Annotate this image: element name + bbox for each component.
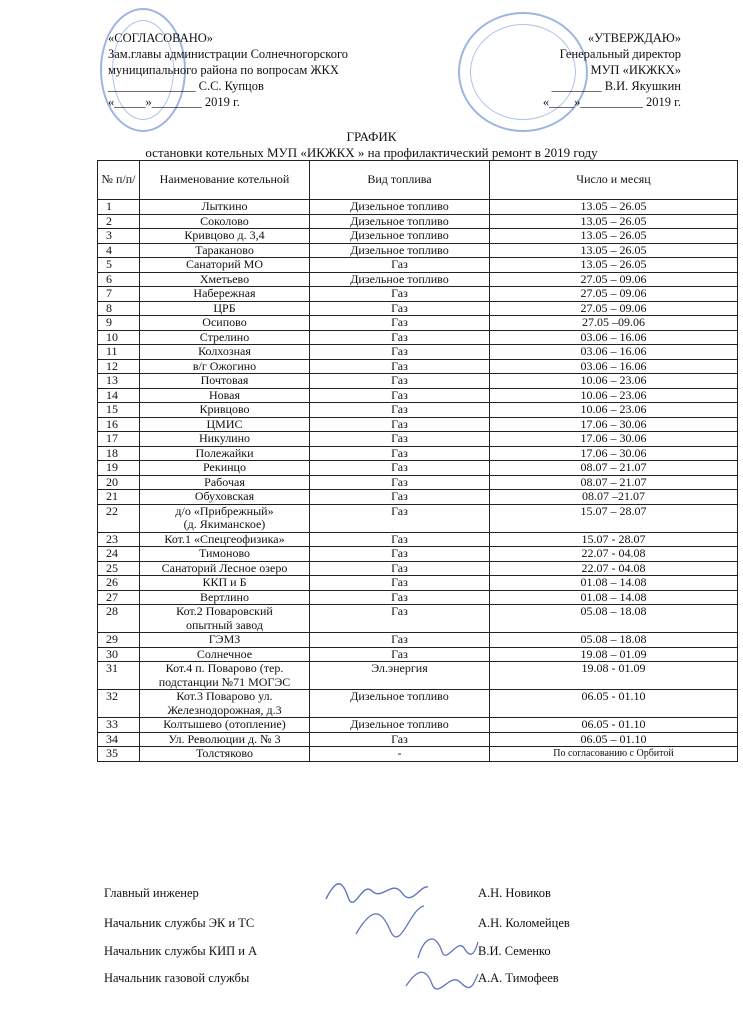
header-agreed bbox=[108, 30, 348, 110]
boiler-name: Санаторий Лесное озеро bbox=[140, 561, 310, 576]
fuel-type: Газ bbox=[310, 258, 490, 273]
repair-dates: 06.05 - 01.10 bbox=[490, 718, 738, 733]
boiler-name: Лыткино bbox=[140, 200, 310, 215]
repair-dates: 05.08 – 18.08 bbox=[490, 633, 738, 648]
fuel-type: Газ bbox=[310, 287, 490, 302]
repair-dates: 15.07 - 28.07 bbox=[490, 532, 738, 547]
table-row bbox=[98, 547, 738, 562]
boiler-name: Рабочая bbox=[140, 475, 310, 490]
table-row bbox=[98, 258, 738, 273]
boiler-name: Новая bbox=[140, 388, 310, 403]
signature-scribble-4 bbox=[402, 962, 482, 996]
boiler-name: Рекинцо bbox=[140, 461, 310, 476]
row-number: 4 bbox=[98, 243, 140, 258]
header-approved bbox=[543, 30, 681, 110]
repair-dates: 06.05 - 01.10 bbox=[490, 690, 738, 718]
table-row bbox=[98, 388, 738, 403]
row-number: 21 bbox=[98, 490, 140, 505]
repair-dates: По согласованию с Орбитой bbox=[490, 747, 738, 762]
sig-name-2: А.Н. Коломейцев bbox=[478, 916, 570, 930]
table-row bbox=[98, 301, 738, 316]
table-row bbox=[98, 229, 738, 244]
boiler-name: Стрелино bbox=[140, 330, 310, 345]
repair-dates: 27.05 – 09.06 bbox=[490, 272, 738, 287]
fuel-type: Эл.энергия bbox=[310, 662, 490, 690]
fuel-type: Газ bbox=[310, 605, 490, 633]
repair-dates: 03.06 – 16.06 bbox=[490, 359, 738, 374]
header-agreed-signer: ______________ С.С. Купцов bbox=[108, 79, 264, 93]
boiler-name: Никулино bbox=[140, 432, 310, 447]
fuel-type: Газ bbox=[310, 732, 490, 747]
fuel-type: Газ bbox=[310, 504, 490, 532]
fuel-type: Газ bbox=[310, 576, 490, 591]
sig-role-3: Начальник службы КИП и А bbox=[104, 944, 258, 958]
repair-dates: 08.07 –21.07 bbox=[490, 490, 738, 505]
table-row bbox=[98, 374, 738, 389]
table-row bbox=[98, 272, 738, 287]
repair-dates: 19.08 – 01.09 bbox=[490, 647, 738, 662]
boiler-name: Тимоново bbox=[140, 547, 310, 562]
row-number: 24 bbox=[98, 547, 140, 562]
fuel-type: - bbox=[310, 747, 490, 762]
header-approved-signer: ________ В.И. Якушкин bbox=[551, 79, 681, 93]
table-row bbox=[98, 461, 738, 476]
fuel-type: Газ bbox=[310, 374, 490, 389]
table-row bbox=[98, 605, 738, 633]
boiler-name: ККП и Б bbox=[140, 576, 310, 591]
col-header-dates: Число и месяц bbox=[490, 161, 738, 200]
fuel-type: Газ bbox=[310, 532, 490, 547]
repair-dates: 10.06 – 23.06 bbox=[490, 388, 738, 403]
boiler-name: Кот.4 п. Поварово (тер. подстанции №71 МОГЭС bbox=[140, 662, 310, 690]
row-number: 30 bbox=[98, 647, 140, 662]
repair-dates: 06.05 – 01.10 bbox=[490, 732, 738, 747]
boiler-name: Почтовая bbox=[140, 374, 310, 389]
fuel-type: Газ bbox=[310, 561, 490, 576]
row-number: 9 bbox=[98, 316, 140, 331]
table-row bbox=[98, 243, 738, 258]
header-approved-title: «УТВЕРЖДАЮ» bbox=[587, 31, 681, 45]
table-row bbox=[98, 403, 738, 418]
table-row bbox=[98, 287, 738, 302]
repair-dates: 13.05 – 26.05 bbox=[490, 243, 738, 258]
repair-dates: 08.07 – 21.07 bbox=[490, 475, 738, 490]
row-number: 27 bbox=[98, 590, 140, 605]
row-number: 18 bbox=[98, 446, 140, 461]
repair-dates: 10.06 – 23.06 bbox=[490, 374, 738, 389]
row-number: 32 bbox=[98, 690, 140, 718]
fuel-type: Газ bbox=[310, 461, 490, 476]
repair-dates: 03.06 – 16.06 bbox=[490, 345, 738, 360]
repair-dates: 10.06 – 23.06 bbox=[490, 403, 738, 418]
header-approved-org: МУП «ИКЖКХ» bbox=[590, 63, 681, 77]
table-row bbox=[98, 590, 738, 605]
header-approved-position: Генеральный директор bbox=[559, 47, 681, 61]
row-number: 25 bbox=[98, 561, 140, 576]
table-row bbox=[98, 330, 738, 345]
table-row bbox=[98, 633, 738, 648]
row-number: 10 bbox=[98, 330, 140, 345]
fuel-type: Газ bbox=[310, 417, 490, 432]
repair-dates: 17.06 – 30.06 bbox=[490, 446, 738, 461]
row-number: 1 bbox=[98, 200, 140, 215]
table-row bbox=[98, 432, 738, 447]
boiler-name: Соколово bbox=[140, 214, 310, 229]
repair-dates: 13.05 – 26.05 bbox=[490, 258, 738, 273]
fuel-type: Дизельное топливо bbox=[310, 272, 490, 287]
row-number: 26 bbox=[98, 576, 140, 591]
fuel-type: Газ bbox=[310, 345, 490, 360]
fuel-type: Газ bbox=[310, 633, 490, 648]
table-row bbox=[98, 532, 738, 547]
header-agreed-position-2: муниципального района по вопросам ЖКХ bbox=[108, 63, 339, 77]
row-number: 12 bbox=[98, 359, 140, 374]
col-header-name: Наименование котельной bbox=[140, 161, 310, 200]
table-row bbox=[98, 504, 738, 532]
fuel-type: Газ bbox=[310, 301, 490, 316]
fuel-type: Дизельное топливо bbox=[310, 214, 490, 229]
row-number: 34 bbox=[98, 732, 140, 747]
row-number: 3 bbox=[98, 229, 140, 244]
row-number: 11 bbox=[98, 345, 140, 360]
boiler-name: Ул. Революции д. № 3 bbox=[140, 732, 310, 747]
sig-role-2: Начальник службы ЭК и ТС bbox=[104, 916, 255, 930]
boiler-name: Хметьево bbox=[140, 272, 310, 287]
header-agreed-date: «_____»________ 2019 г. bbox=[108, 95, 240, 109]
fuel-type: Дизельное топливо bbox=[310, 229, 490, 244]
header-agreed-title: «СОГЛАСОВАНО» bbox=[108, 31, 214, 45]
fuel-type: Газ bbox=[310, 359, 490, 374]
row-number: 33 bbox=[98, 718, 140, 733]
row-number: 8 bbox=[98, 301, 140, 316]
sig-role-4: Начальник газовой службы bbox=[104, 971, 250, 985]
boiler-name: д/о «Прибрежный» (д. Якиманское) bbox=[140, 504, 310, 532]
boiler-name: Кот.1 «Спецгеофизика» bbox=[140, 532, 310, 547]
document-title: ГРАФИК bbox=[346, 129, 397, 144]
repair-dates: 13.05 – 26.05 bbox=[490, 214, 738, 229]
table-row bbox=[98, 214, 738, 229]
col-header-number: № п/п/ bbox=[98, 161, 140, 200]
repair-dates: 22.07 - 04.08 bbox=[490, 547, 738, 562]
table-row bbox=[98, 747, 738, 762]
row-number: 6 bbox=[98, 272, 140, 287]
fuel-type: Газ bbox=[310, 432, 490, 447]
boiler-name: ГЭМЗ bbox=[140, 633, 310, 648]
boiler-name: Кривцово д. 3,4 bbox=[140, 229, 310, 244]
row-number: 15 bbox=[98, 403, 140, 418]
boiler-name: Вертлино bbox=[140, 590, 310, 605]
row-number: 35 bbox=[98, 747, 140, 762]
boiler-name: Толстяково bbox=[140, 747, 310, 762]
repair-dates: 19.08 - 01.09 bbox=[490, 662, 738, 690]
boiler-name: Санаторий МО bbox=[140, 258, 310, 273]
fuel-type: Газ bbox=[310, 388, 490, 403]
fuel-type: Газ bbox=[310, 316, 490, 331]
row-number: 5 bbox=[98, 258, 140, 273]
boiler-name: Осипово bbox=[140, 316, 310, 331]
row-number: 19 bbox=[98, 461, 140, 476]
header-approved-date: «____»__________ 2019 г. bbox=[542, 95, 681, 109]
row-number: 23 bbox=[98, 532, 140, 547]
sig-name-4: А.А. Тимофеев bbox=[478, 971, 559, 985]
table-row bbox=[98, 417, 738, 432]
boiler-name: Полежайки bbox=[140, 446, 310, 461]
row-number: 14 bbox=[98, 388, 140, 403]
table-row bbox=[98, 690, 738, 718]
table-row bbox=[98, 490, 738, 505]
fuel-type: Дизельное топливо bbox=[310, 200, 490, 215]
table-row bbox=[98, 662, 738, 690]
row-number: 7 bbox=[98, 287, 140, 302]
row-number: 2 bbox=[98, 214, 140, 229]
table-row bbox=[98, 732, 738, 747]
table-row bbox=[98, 446, 738, 461]
fuel-type: Газ bbox=[310, 475, 490, 490]
fuel-type: Дизельное топливо bbox=[310, 718, 490, 733]
fuel-type: Газ bbox=[310, 403, 490, 418]
boiler-name: Колхозная bbox=[140, 345, 310, 360]
repair-dates: 01.08 – 14.08 bbox=[490, 590, 738, 605]
schedule-rows bbox=[98, 200, 738, 762]
repair-dates: 01.08 – 14.08 bbox=[490, 576, 738, 591]
document-subtitle: остановки котельных МУП «ИКЖКХ » на профилактический ремонт в 2019 году bbox=[145, 145, 598, 160]
table-row bbox=[98, 475, 738, 490]
repair-dates: 17.06 – 30.06 bbox=[490, 417, 738, 432]
sig-name-3: В.И. Семенко bbox=[478, 944, 551, 958]
table-header-row bbox=[98, 161, 738, 200]
boiler-name: Набережная bbox=[140, 287, 310, 302]
fuel-type: Газ bbox=[310, 446, 490, 461]
fuel-type: Газ bbox=[310, 330, 490, 345]
fuel-type: Газ bbox=[310, 647, 490, 662]
boiler-name: Колтышево (отопление) bbox=[140, 718, 310, 733]
row-number: 22 bbox=[98, 504, 140, 532]
schedule-table bbox=[97, 160, 738, 762]
boiler-name: Кот.2 Поваровский опытный завод bbox=[140, 605, 310, 633]
row-number: 13 bbox=[98, 374, 140, 389]
table-row bbox=[98, 647, 738, 662]
table-row bbox=[98, 345, 738, 360]
fuel-type: Газ bbox=[310, 490, 490, 505]
table-row bbox=[98, 359, 738, 374]
table-row bbox=[98, 561, 738, 576]
col-header-fuel: Вид топлива bbox=[310, 161, 490, 200]
boiler-name: Кот.3 Поварово ул. Железнодорожная, д.3 bbox=[140, 690, 310, 718]
boiler-name: в/г Ожогино bbox=[140, 359, 310, 374]
boiler-name: Кривцово bbox=[140, 403, 310, 418]
repair-dates: 13.05 – 26.05 bbox=[490, 229, 738, 244]
sig-role-1: Главный инженер bbox=[104, 886, 199, 900]
row-number: 29 bbox=[98, 633, 140, 648]
fuel-type: Дизельное топливо bbox=[310, 690, 490, 718]
repair-dates: 27.05 – 09.06 bbox=[490, 301, 738, 316]
boiler-name: Солнечное bbox=[140, 647, 310, 662]
table-row bbox=[98, 576, 738, 591]
fuel-type: Газ bbox=[310, 547, 490, 562]
repair-dates: 22.07 - 04.08 bbox=[490, 561, 738, 576]
row-number: 20 bbox=[98, 475, 140, 490]
fuel-type: Дизельное топливо bbox=[310, 243, 490, 258]
repair-dates: 13.05 – 26.05 bbox=[490, 200, 738, 215]
boiler-name: ЦРБ bbox=[140, 301, 310, 316]
row-number: 16 bbox=[98, 417, 140, 432]
table-row bbox=[98, 718, 738, 733]
header-agreed-position: Зам.главы администрации Солнечногорского bbox=[108, 47, 349, 61]
boiler-name: Тараканово bbox=[140, 243, 310, 258]
repair-dates: 08.07 – 21.07 bbox=[490, 461, 738, 476]
repair-dates: 15.07 – 28.07 bbox=[490, 504, 738, 532]
boiler-name: Обуховская bbox=[140, 490, 310, 505]
row-number: 31 bbox=[98, 662, 140, 690]
repair-dates: 05.08 – 18.08 bbox=[490, 605, 738, 633]
repair-dates: 03.06 – 16.06 bbox=[490, 330, 738, 345]
sig-name-1: А.Н. Новиков bbox=[478, 886, 551, 900]
table-row bbox=[98, 200, 738, 215]
fuel-type: Газ bbox=[310, 590, 490, 605]
repair-dates: 27.05 –09.06 bbox=[490, 316, 738, 331]
row-number: 17 bbox=[98, 432, 140, 447]
boiler-name: ЦМИС bbox=[140, 417, 310, 432]
repair-dates: 17.06 – 30.06 bbox=[490, 432, 738, 447]
table-row bbox=[98, 316, 738, 331]
row-number: 28 bbox=[98, 605, 140, 633]
repair-dates: 27.05 – 09.06 bbox=[490, 287, 738, 302]
